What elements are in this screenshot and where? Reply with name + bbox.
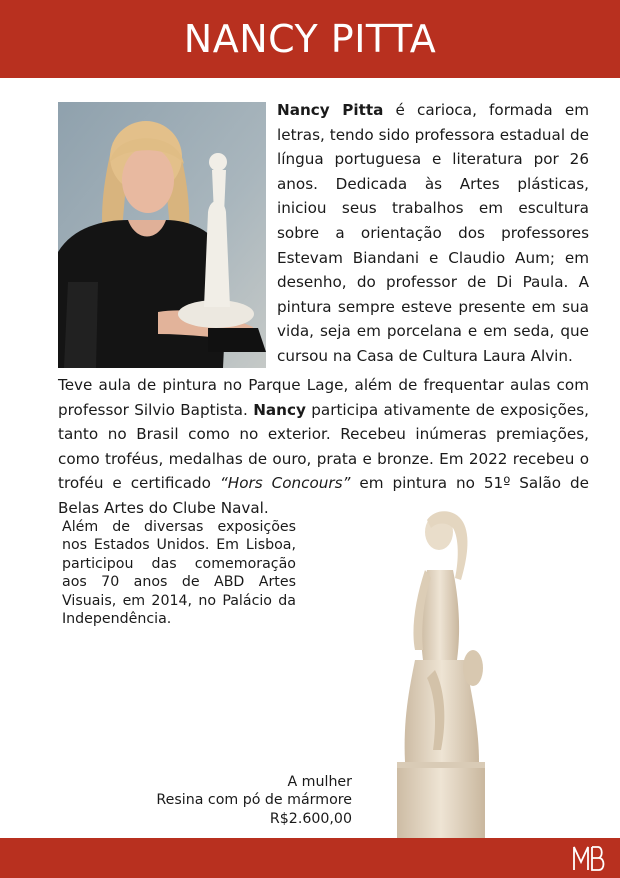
artwork-caption — [120, 773, 352, 828]
sculpture-photo — [375, 500, 505, 840]
para2-text-2: participa ativamente de exposições, tanto no Brasil como no exterior. Recebeu inúmeras premiações, como troféus, medalhas de ouro, prata e bronze. Em 2022 recebeu o troféu e certificado — [58, 400, 589, 493]
award-title: “Hors Concours” — [219, 474, 351, 493]
para2-text-1: Teve aula de pintura no Parque Lage, além de frequentar aulas com professor Silvio Baptista. — [58, 376, 589, 419]
artist-name: Nancy Pitta — [277, 101, 384, 119]
artist-portrait-photo — [58, 102, 266, 368]
title-banner — [0, 0, 620, 78]
para2-text-3: em pintura no 51º Salão de Belas Artes do Clube Naval. — [58, 474, 589, 517]
biography-international: Além de diversas exposições nos Estados Unidos. Em Lisboa, participou das comemoração aos 70 anos de ABD Artes Visuais, em 2014, no Palácio da Independência. — [62, 519, 296, 628]
mb-logo — [572, 844, 606, 872]
footer-bar — [0, 838, 620, 878]
biography-intro — [277, 98, 589, 369]
intro-text: é carioca, formada em letras, tendo sido professora estadual de língua portuguesa e literatura por 26 anos. Dedicada às Artes plásticas, iniciou seus trabalhos em escultura sobre a orientação dos professores Estevam Biandani e Claudio Aum; em desenho, do professor de Di Paula. A pintura sempre esteve presente em sua vida, seja em porcelana e em seda, que cursou na Casa de Cultura Laura Alvin. — [277, 101, 589, 365]
biography-exhibitions — [58, 373, 589, 521]
artwork-medium: Resina com pó de mármore — [156, 792, 352, 809]
artist-name-inline: Nancy — [253, 400, 306, 419]
artwork-title: A mulher — [287, 774, 352, 790]
artwork-price: R$2.600,00 — [269, 810, 352, 827]
page-title: NANCY PITTA — [183, 17, 437, 61]
